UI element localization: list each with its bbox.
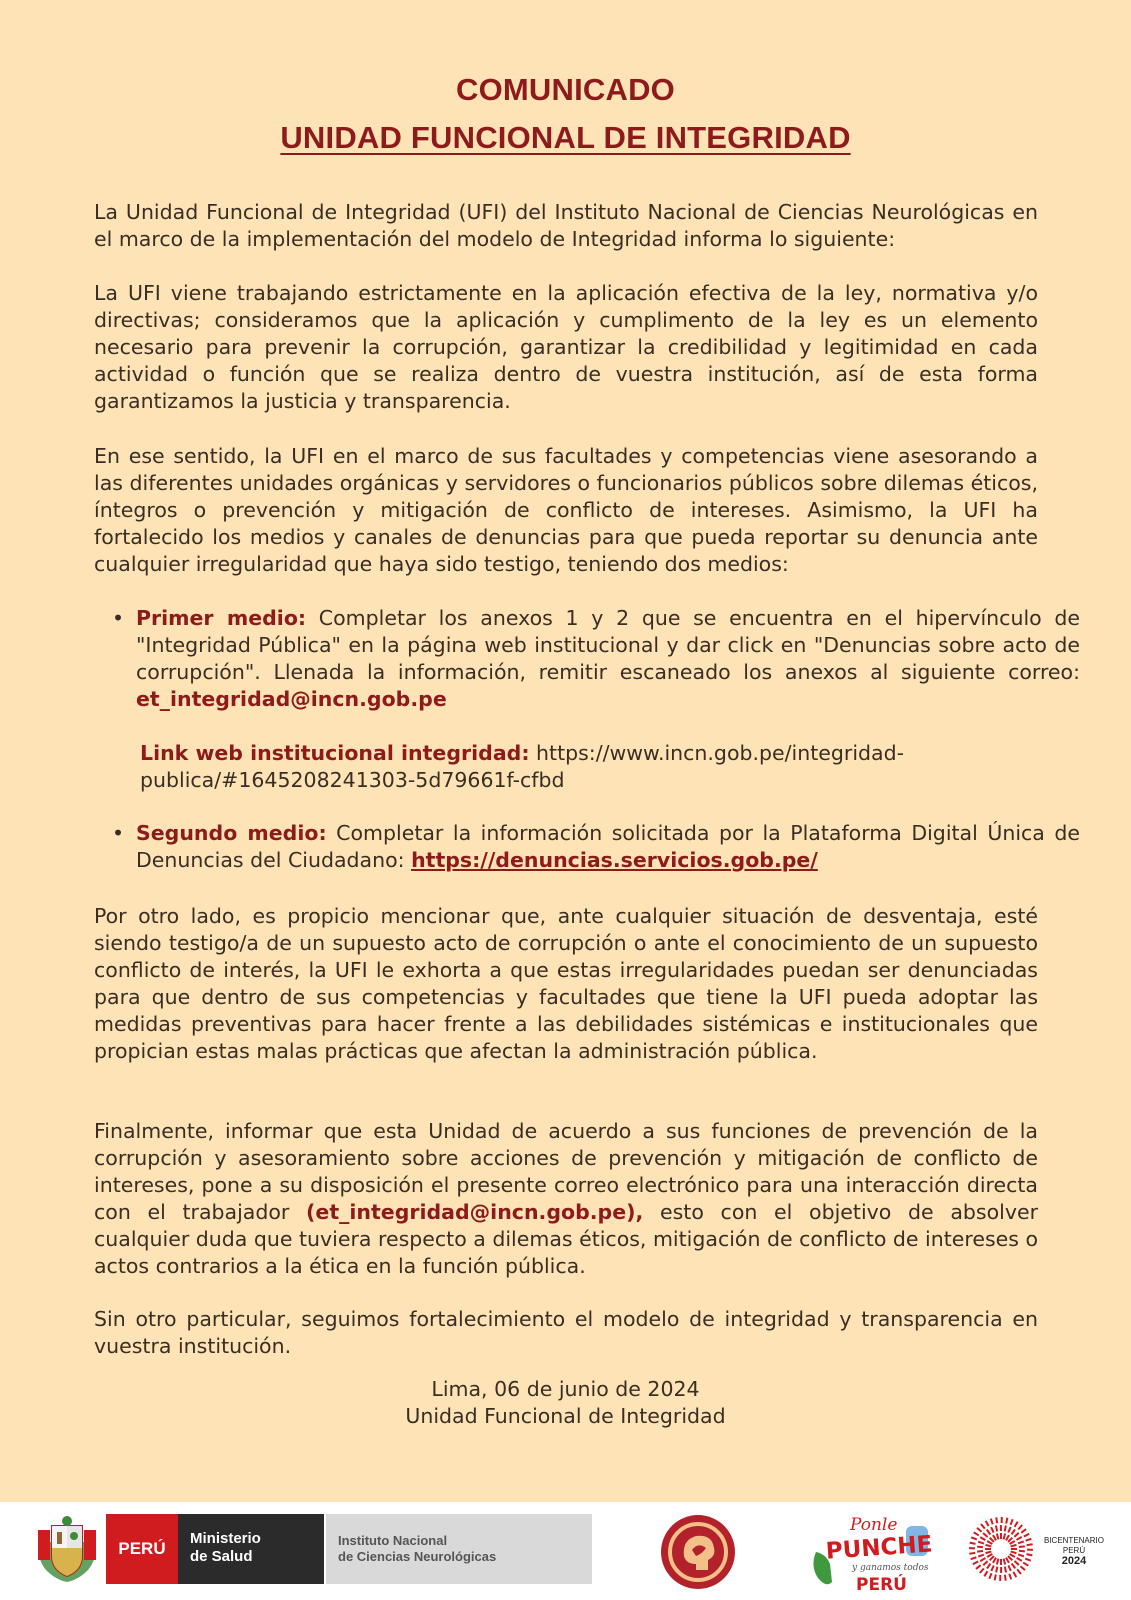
sunburst-ray bbox=[980, 1568, 984, 1572]
bicentenario-label bbox=[1034, 1536, 1114, 1566]
sunburst-ray bbox=[1012, 1530, 1016, 1535]
paragraph-work: La UFI viene trabajando estrictamente en la aplicación efectiva de la ley, normativa y/o directivas; consideramos que la aplicación y cumplimento de la ley es un elemento necesario para prevenir la corrupción, garantizar la credibilidad y legitimidad en cada actividad o función que se realiza dentro de vuestra institución, así de esta forma garantizamos la justicia y transparencia. bbox=[94, 281, 1038, 413]
sunburst-ray bbox=[996, 1517, 997, 1523]
institutional-link-label: Link web institucional integridad: bbox=[140, 741, 530, 765]
contact-text-end: esto con el objetivo de absolver cualquier duda que tuviera respecto a dilemas éticos, mitigación de conflicto de intereses o actos contrarios a la ética en la función pública. bbox=[94, 1200, 1038, 1278]
sunburst-ray bbox=[997, 1559, 999, 1565]
sunburst-ray bbox=[976, 1565, 981, 1569]
sunburst-ray bbox=[1019, 1551, 1025, 1552]
sunburst-ray bbox=[987, 1530, 991, 1535]
sunburst-ray bbox=[1006, 1558, 1009, 1563]
paragraph-intro: La Unidad Funcional de Integridad (UFI) del Instituto Nacional de Ciencias Neurológicas en el marco de la implementación del modelo de Integridad informa lo siguiente: bbox=[94, 200, 1038, 251]
contact-text-start: Finalmente, informar que esta Unidad de acuerdo a sus funciones de prevención de la corrupción y asesoramiento sobre acciones de prevención y mitigación de conflicto de intereses, pone a su disposición el presente correo electrónico para una interacción directa con el trabajador bbox=[94, 1119, 1038, 1224]
punche-peru-text: PERÚ bbox=[856, 1575, 907, 1595]
sunburst-ray bbox=[993, 1535, 996, 1540]
sunburst-ray bbox=[1008, 1527, 1010, 1532]
sunburst-ray bbox=[997, 1534, 999, 1540]
second-channel-label: Segundo medio: bbox=[136, 821, 327, 845]
sunburst-ray bbox=[1010, 1554, 1015, 1557]
complaints-platform-link[interactable]: https://denuncias.servicios.gob.pe/ bbox=[411, 848, 818, 872]
sunburst-ray bbox=[1008, 1565, 1010, 1570]
sunburst-ray bbox=[996, 1567, 997, 1573]
sunburst-ray bbox=[1024, 1534, 1029, 1537]
sunburst-ray bbox=[1018, 1541, 1024, 1543]
sunburst-ray bbox=[1018, 1554, 1024, 1556]
sunburst-ray bbox=[991, 1527, 993, 1532]
sunburst-ray bbox=[989, 1573, 991, 1579]
sunburst-ray bbox=[981, 1524, 985, 1529]
sunburst-ray bbox=[1014, 1533, 1018, 1537]
sunburst-ray bbox=[1019, 1546, 1025, 1547]
sunburst-ray bbox=[1015, 1522, 1018, 1527]
second-channel-text: Completar la información solicitada por la Plataforma Digital Única de Denuncias del Ciudadano: bbox=[136, 821, 1080, 872]
sunburst-ray bbox=[978, 1542, 984, 1544]
bicentenario-year: 2024 bbox=[1061, 1555, 1087, 1567]
sunburst-ray bbox=[977, 1551, 983, 1552]
institutional-link-block bbox=[140, 740, 1020, 794]
sunburst-ray bbox=[1017, 1569, 1021, 1574]
ganamos-text: y ganamos todos bbox=[852, 1563, 929, 1573]
sunburst-ray bbox=[1010, 1541, 1015, 1544]
bullet-icon: • bbox=[112, 821, 125, 845]
sunburst-ray bbox=[969, 1553, 975, 1554]
sunburst-ray bbox=[1020, 1566, 1024, 1570]
sunburst-ray bbox=[980, 1537, 985, 1540]
paragraph-exhortation: Por otro lado, es propicio mencionar que, ante cualquier situación de desventaja, esté siendo testigo/a de un supuesto acto de corrupción o ante el conocimiento de un supuesto conflicto de interés, la UFI le exhorta a que estas irregularidades puedan ser denunciadas para que dentro de sus competencias y facultades que tiene la UFI pueda adoptar las medidas preventivas para hacer frente a las debilidades sistémicas e institucionales que propician estas malas prácticas que afectan la administración pública. bbox=[94, 904, 1038, 1063]
institute-logo bbox=[324, 1514, 592, 1584]
sunburst-ray bbox=[1008, 1538, 1012, 1542]
institutional-link-url[interactable]: https://www.incn.gob.pe/integridad-publica/#1645208241303-5d79661f-cfbd bbox=[140, 741, 905, 792]
sunburst-ray bbox=[1011, 1545, 1017, 1547]
paragraph-contact bbox=[94, 1118, 1038, 1280]
sunburst-ray bbox=[977, 1547, 983, 1548]
sunburst-ray bbox=[995, 1574, 996, 1580]
incn-head-logo-icon bbox=[658, 1512, 738, 1592]
sunburst-ray bbox=[1023, 1563, 1028, 1566]
institute-line1: Instituto Nacional bbox=[338, 1533, 448, 1548]
sunburst-ray bbox=[1021, 1529, 1026, 1533]
sunburst-ray bbox=[1025, 1559, 1031, 1561]
sunburst-ray bbox=[1017, 1537, 1022, 1540]
sunburst-ray bbox=[1026, 1554, 1032, 1555]
sunburst-ray bbox=[977, 1528, 981, 1532]
signature-place-date: Lima, 06 de junio de 2024 bbox=[431, 1377, 700, 1401]
sunburst-ray bbox=[987, 1564, 991, 1569]
document-subtitle: UNIDAD FUNCIONAL DE INTEGRIDAD bbox=[280, 120, 851, 155]
sunburst-ray bbox=[984, 1571, 987, 1576]
ponle-text: Ponle bbox=[850, 1515, 898, 1535]
sunburst-ray bbox=[996, 1526, 997, 1532]
sunburst-ray bbox=[1006, 1535, 1009, 1540]
sunburst-ray bbox=[1018, 1525, 1022, 1529]
signature-unit: Unidad Funcional de Integridad bbox=[405, 1404, 726, 1428]
ministry-line2: de Salud bbox=[190, 1548, 253, 1565]
ministry-line1: Ministerio bbox=[190, 1530, 261, 1547]
bicentenario-sunburst-icon bbox=[966, 1514, 1036, 1584]
sunburst-ray bbox=[1026, 1539, 1032, 1541]
sunburst-ray bbox=[978, 1555, 984, 1557]
first-channel-label: Primer medio: bbox=[136, 606, 307, 630]
ponle-punche-logo-icon bbox=[806, 1508, 936, 1598]
sunburst-ray bbox=[1013, 1572, 1016, 1577]
bicentenario-line1: BICENTENARIO bbox=[1043, 1536, 1104, 1545]
paragraph-closing: Sin otro particular, seguimos fortalecimiento el modelo de integridad y transparencia en vuestra institución. bbox=[94, 1307, 1038, 1358]
sunburst-ray bbox=[1017, 1558, 1022, 1561]
sunburst-ray bbox=[971, 1557, 977, 1559]
sunburst-ray bbox=[1005, 1575, 1006, 1581]
sunburst-ray bbox=[1009, 1574, 1011, 1580]
sunburst-ray bbox=[991, 1519, 993, 1525]
sunburst-ray bbox=[986, 1552, 992, 1554]
sunburst-ray bbox=[971, 1537, 977, 1539]
peru-brand-box: PERÚ bbox=[106, 1514, 178, 1584]
contact-email-link[interactable]: (et_integridad@incn.gob.pe), bbox=[306, 1200, 644, 1224]
sunburst-ray bbox=[987, 1541, 992, 1544]
bicentenario-line2: PERÚ bbox=[1062, 1546, 1086, 1555]
footer-logo-bar bbox=[0, 1502, 1131, 1600]
sunburst-ray bbox=[990, 1538, 994, 1542]
sunburst-ray bbox=[1027, 1544, 1033, 1545]
sunburst-ray bbox=[986, 1521, 989, 1526]
first-channel-text: Completar los anexos 1 y 2 que se encuentra en el hipervínculo de "Integridad Pública" en la página web institucional y dar click en "Denuncias sobre acto de corrupción". Llenada la información, remitir escaneado los anexos al siguiente correo: bbox=[136, 606, 1080, 684]
sunburst-ray bbox=[1005, 1526, 1006, 1532]
sunburst-ray bbox=[983, 1533, 987, 1537]
institute-line2: de Ciencias Neurológicas bbox=[338, 1549, 497, 1564]
document-title: COMUNICADO bbox=[456, 72, 675, 107]
sunburst-ray bbox=[974, 1532, 979, 1535]
coat-of-arms-icon bbox=[34, 1512, 100, 1586]
sunburst-ray bbox=[1011, 1519, 1013, 1525]
sunburst-ray bbox=[1012, 1564, 1016, 1569]
paragraph-advice: En ese sentido, la UFI en el marco de sus facultades y competencias viene asesorando a las diferentes unidades orgánicas y servidores o funcionarios públicos sobre dilemas éticos, íntegros o prevención y mitigación de conflicto de intereses. Asimismo, la UFI ha fortalecido los medios y canales de denuncias para que pueda reportar su denuncia ante cualquier irregularidad que haya sido testigo, teniendo dos medios: bbox=[94, 444, 1038, 576]
sunburst-ray bbox=[1008, 1556, 1012, 1560]
sunburst-ray bbox=[1014, 1561, 1018, 1565]
sunburst-ray bbox=[990, 1556, 994, 1560]
sunburst-ray bbox=[973, 1561, 978, 1564]
sunburst-ray bbox=[1005, 1567, 1006, 1573]
sunburst-ray bbox=[1006, 1518, 1007, 1524]
ministry-logo bbox=[178, 1514, 324, 1584]
sunburst-ray bbox=[1011, 1552, 1017, 1554]
sunburst-ray bbox=[986, 1545, 992, 1547]
sunburst-ray bbox=[970, 1543, 976, 1544]
punche-text: PUNCHE bbox=[824, 1531, 934, 1565]
sunburst-ray bbox=[1004, 1559, 1006, 1565]
sunburst-ray bbox=[983, 1561, 987, 1565]
sunburst-ray bbox=[987, 1554, 992, 1557]
sunburst-ray bbox=[993, 1558, 996, 1563]
first-channel-email-link[interactable]: et_integridad@incn.gob.pe bbox=[136, 687, 447, 711]
list-item-second-channel bbox=[94, 820, 1080, 874]
bullet-icon: • bbox=[112, 606, 125, 630]
list-item-first-channel bbox=[94, 605, 1080, 713]
sunburst-ray bbox=[1004, 1534, 1006, 1540]
sunburst-ray bbox=[980, 1558, 985, 1561]
sunburst-ray bbox=[991, 1565, 993, 1570]
